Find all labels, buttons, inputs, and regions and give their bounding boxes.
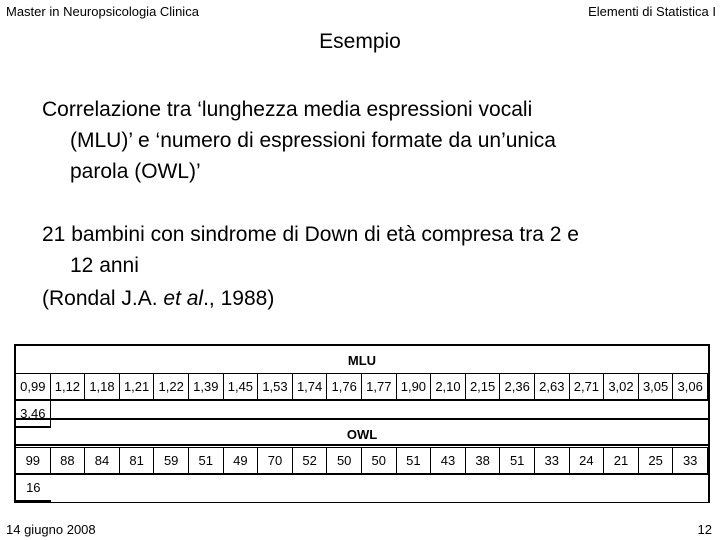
owl-cell: 88 xyxy=(51,448,86,475)
mlu-cell: 2,36 xyxy=(500,374,535,401)
mlu-cell: 1,53 xyxy=(258,374,293,401)
mlu-cell: 1,12 xyxy=(51,374,86,401)
description-line-3: parola (OWL)’ xyxy=(70,160,201,183)
owl-table xyxy=(14,418,710,503)
owl-cell: 16 xyxy=(16,475,51,502)
citation-et-al: et al xyxy=(163,287,204,310)
correlation-description xyxy=(42,94,692,187)
mlu-cell: 1,18 xyxy=(85,374,120,401)
page-number: 12 xyxy=(697,522,712,537)
owl-cell: 38 xyxy=(466,448,501,475)
owl-cell: 51 xyxy=(500,448,535,475)
owl-cell: 51 xyxy=(397,448,432,475)
owl-cell: 52 xyxy=(293,448,328,475)
owl-cell: 21 xyxy=(604,448,639,475)
owl-cell: 33 xyxy=(673,448,708,475)
header-course-name: Master in Neuropsicologia Clinica xyxy=(6,4,199,19)
owl-cell: 50 xyxy=(327,448,362,475)
mlu-cell: 1,76 xyxy=(327,374,362,401)
owl-cell: 99 xyxy=(16,448,51,475)
mlu-cell: 0,99 xyxy=(16,374,51,401)
header-subject-name: Elementi di Statistica I xyxy=(588,4,716,19)
owl-cell: 84 xyxy=(85,448,120,475)
mlu-cell: 3,02 xyxy=(604,374,639,401)
owl-cell: 24 xyxy=(570,448,605,475)
sample-description xyxy=(42,219,692,281)
owl-cell: 33 xyxy=(535,448,570,475)
mlu-cell: 1,77 xyxy=(362,374,397,401)
citation-authors: (Rondal J.A. xyxy=(42,287,164,310)
mlu-cell: 3,06 xyxy=(673,374,708,401)
owl-cell: 51 xyxy=(189,448,224,475)
mlu-cell: 2,63 xyxy=(535,374,570,401)
owl-cell: 49 xyxy=(224,448,259,475)
mlu-cell: 2,71 xyxy=(570,374,605,401)
mlu-cell: 1,22 xyxy=(154,374,189,401)
mlu-cell: 1,39 xyxy=(189,374,224,401)
description-line-1: Correlazione tra ‘lunghezza media espressioni vocali xyxy=(42,98,533,121)
owl-cell: 81 xyxy=(120,448,155,475)
sample-line-1: 21 bambini con sindrome di Down di età compresa tra 2 e xyxy=(42,223,579,246)
mlu-cell: 1,21 xyxy=(120,374,155,401)
mlu-cell: 3,46 xyxy=(16,401,51,428)
sample-line-2: 12 anni xyxy=(70,254,139,277)
slide-title: Esempio xyxy=(319,30,401,53)
owl-cell: 43 xyxy=(431,448,466,475)
mlu-cell: 2,10 xyxy=(431,374,466,401)
citation-year: ., 1988) xyxy=(203,287,275,310)
mlu-cell: 1,74 xyxy=(293,374,328,401)
mlu-cell: 3,05 xyxy=(639,374,674,401)
mlu-table-header: MLU xyxy=(16,346,708,374)
owl-cell: 59 xyxy=(154,448,189,475)
mlu-cell: 2,15 xyxy=(466,374,501,401)
owl-table-header: OWL xyxy=(16,420,708,448)
footer-date: 14 giugno 2008 xyxy=(6,522,96,537)
owl-cell: 25 xyxy=(639,448,674,475)
citation xyxy=(42,283,692,314)
owl-cell: 50 xyxy=(362,448,397,475)
mlu-cell: 1,45 xyxy=(224,374,259,401)
mlu-cell: 1,90 xyxy=(397,374,432,401)
description-line-2: (MLU)’ e ‘numero di espressioni formate da un’unica xyxy=(70,129,556,152)
owl-cell: 70 xyxy=(258,448,293,475)
